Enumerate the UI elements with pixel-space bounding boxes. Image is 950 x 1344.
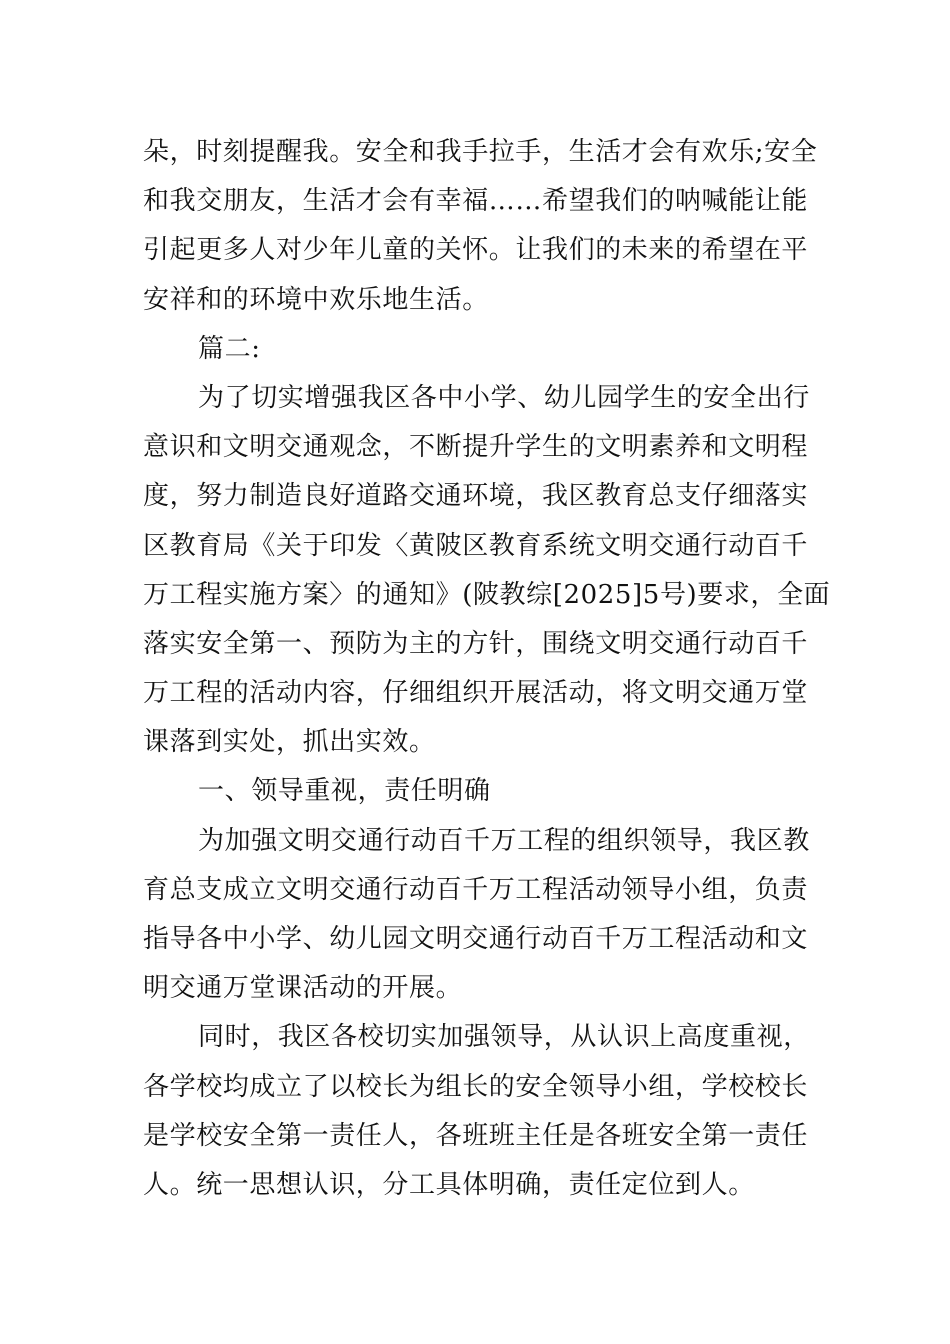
text-line: 各学校均成立了以校长为组长的安全领导小组，学校校长: [143, 1071, 809, 1102]
text-line: 和我交朋友，生活才会有幸福……希望我们的呐喊能让能: [143, 186, 809, 217]
text-line: 为了切实增强我区各中小学、幼儿园学生的安全出行: [198, 382, 810, 413]
text-line: 度，努力制造良好道路交通环境，我区教育总支仔细落实: [143, 481, 809, 512]
text-line: 朵，时刻提醒我。安全和我手拉手，生活才会有欢乐;安全: [143, 137, 818, 167]
text-line: 意识和文明交通观念，不断提升学生的文明素养和文明程: [143, 432, 809, 463]
section-heading-part-two: 篇二:: [198, 333, 261, 364]
text-line: 万工程的活动内容，仔细组织开展活动，将文明交通万堂: [143, 678, 809, 709]
text-line: 指导各中小学、幼儿园文明交通行动百千万工程活动和文: [143, 924, 809, 954]
document-body: [143, 128, 831, 1210]
text-line: 万工程实施方案〉的通知》(陂教综[2025]5号)要求，全面: [143, 579, 831, 610]
text-line: 落实安全第一、预防为主的方针，围绕文明交通行动百千: [143, 628, 809, 659]
text-line: 为加强文明交通行动百千万工程的组织领导，我区教: [198, 825, 810, 856]
text-line: 人。统一思想认识，分工具体明确，责任定位到人。: [143, 1169, 755, 1200]
text-line: 课落到实处，抓出实效。: [143, 727, 436, 758]
text-line: 是学校安全第一责任人，各班班主任是各班安全第一责任: [143, 1120, 809, 1151]
text-line: 同时，我区各校切实加强领导，从认识上高度重视，: [198, 1022, 810, 1053]
section-heading-leadership: 一、领导重视，责任明确: [198, 776, 491, 807]
text-line: 安祥和的环境中欢乐地生活。: [143, 284, 489, 315]
text-line: 明交通万堂课活动的开展。: [143, 973, 463, 1004]
text-line: 区教育局《关于印发〈黄陂区教育系统文明交通行动百千: [143, 530, 809, 561]
text-line: 引起更多人对少年儿童的关怀。让我们的未来的希望在平: [143, 235, 809, 266]
text-line: 育总支成立文明交通行动百千万工程活动领导小组，负责: [143, 874, 809, 905]
